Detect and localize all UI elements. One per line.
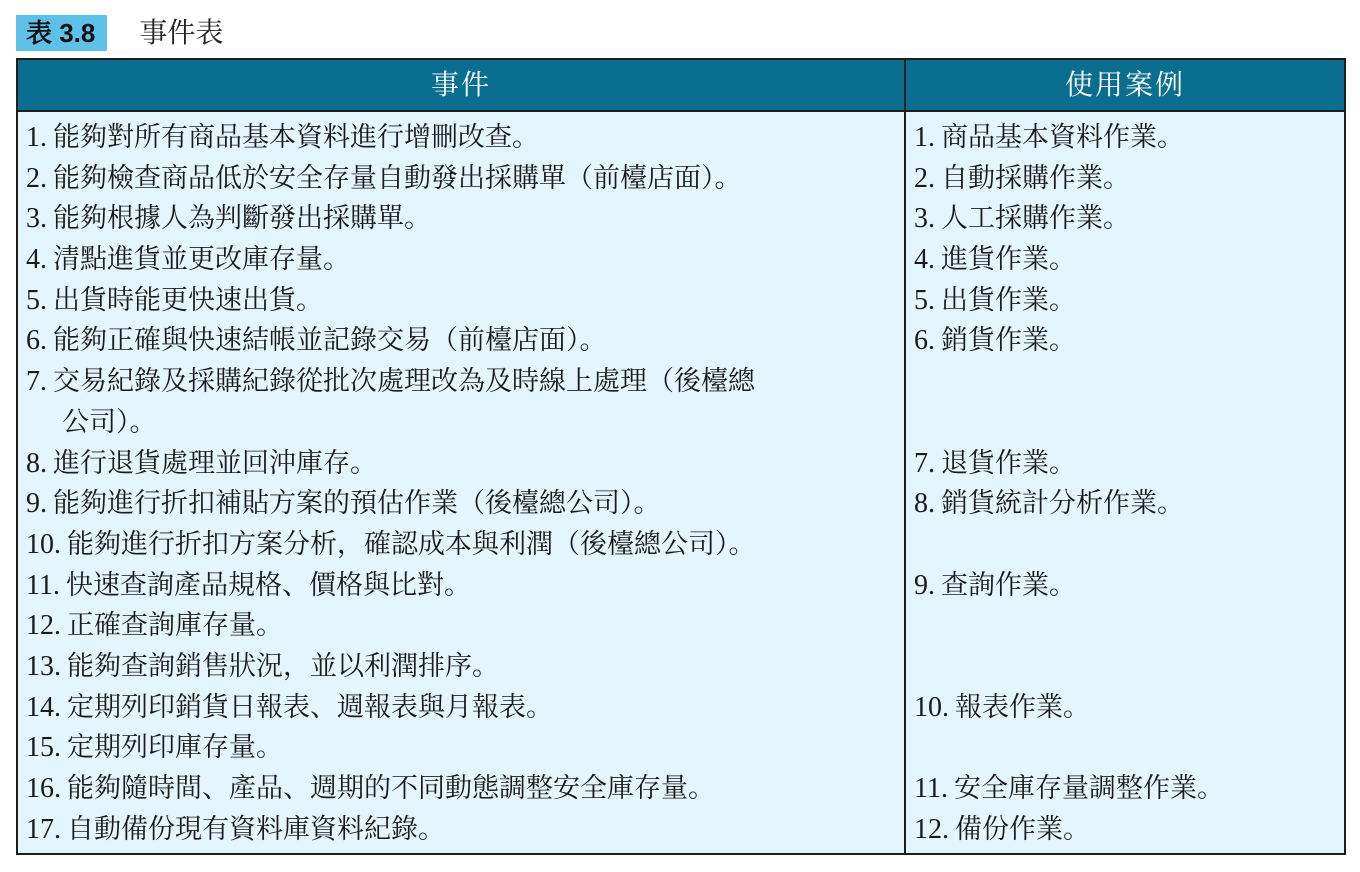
event-row-text: 自動備份現有資料庫資料紀錄。 xyxy=(67,813,445,845)
table-caption xyxy=(16,14,223,52)
event-row-number: 17. xyxy=(26,813,61,845)
event-table xyxy=(16,58,1346,855)
use-case-row-text: 進貨作業。 xyxy=(941,244,1076,276)
use-case-row xyxy=(914,199,1334,240)
use-case-row xyxy=(914,606,1334,647)
event-row xyxy=(26,525,900,566)
event-row xyxy=(26,647,900,688)
event-row xyxy=(26,159,900,200)
table-header xyxy=(18,60,1344,112)
use-case-row-text: 銷貨作業。 xyxy=(941,325,1076,357)
event-row-text: 能夠根據人為判斷發出採購單。 xyxy=(53,203,431,235)
use-case-row-number: 10. xyxy=(914,691,949,723)
event-row-text: 能夠對所有商品基本資料進行增刪改查。 xyxy=(53,122,539,153)
event-row xyxy=(26,484,900,525)
event-row-number: 9. xyxy=(26,488,47,520)
event-row-text: 定期列印庫存量。 xyxy=(67,732,283,764)
event-row xyxy=(26,118,900,159)
event-row-number: 11. xyxy=(26,569,60,601)
event-row xyxy=(26,444,900,485)
event-row-text: 能夠隨時間、產品、週期的不同動態調整安全庫存量。 xyxy=(67,773,715,804)
event-row-text: 清點進貨並更改庫存量。 xyxy=(53,244,350,276)
event-row-number: 16. xyxy=(26,773,61,804)
use-case-row xyxy=(914,403,1334,444)
event-row xyxy=(26,199,900,240)
use-case-row xyxy=(914,769,1334,810)
use-case-row-number: 8. xyxy=(914,488,935,520)
use-case-row-number: 5. xyxy=(914,284,935,316)
event-row xyxy=(26,240,900,281)
event-row xyxy=(26,403,900,444)
event-row-text: 能夠正確與快速結帳並記錄交易（前檯店面）。 xyxy=(53,325,607,357)
use-case-row xyxy=(914,321,1334,362)
event-row xyxy=(26,321,900,362)
event-row xyxy=(26,769,900,810)
use-case-row-number: 12. xyxy=(914,813,949,845)
header-events: 事件 xyxy=(430,68,491,101)
use-case-row xyxy=(914,810,1334,851)
event-row xyxy=(26,810,900,851)
use-case-row-text: 備份作業。 xyxy=(955,813,1090,845)
use-case-row xyxy=(914,728,1334,769)
event-row-number: 13. xyxy=(26,650,61,682)
use-case-row xyxy=(914,647,1334,688)
use-case-row-text: 退貨作業。 xyxy=(941,447,1076,479)
use-case-row-text: 安全庫存量調整作業。 xyxy=(953,773,1224,804)
event-row-number: 2. xyxy=(26,162,47,194)
event-row-text: 能夠查詢銷售狀況，並以利潤排序。 xyxy=(67,650,499,682)
use-case-row xyxy=(914,484,1334,525)
use-case-row-text: 查詢作業。 xyxy=(941,569,1076,601)
use-case-row-number: 4. xyxy=(914,244,935,276)
event-row-text: 能夠進行折扣補貼方案的預估作業（後檯總公司）。 xyxy=(53,488,661,520)
events-column xyxy=(26,118,900,850)
use-case-row-number: 6. xyxy=(914,325,935,357)
event-row-text: 定期列印銷貨日報表、週報表與月報表。 xyxy=(67,691,553,723)
event-row-text: 能夠檢查商品低於安全存量自動發出採購單（前檯店面）。 xyxy=(53,162,742,194)
event-row xyxy=(26,281,900,322)
use-case-row-text: 自動採購作業。 xyxy=(941,162,1130,194)
use-case-row-number: 7. xyxy=(914,447,935,479)
use-case-row-number: 2. xyxy=(914,162,935,194)
use-case-row xyxy=(914,362,1334,403)
use-case-row-text: 銷貨統計分析作業。 xyxy=(941,488,1184,520)
use-case-row xyxy=(914,118,1334,159)
use-case-row-number: 11. xyxy=(914,773,948,804)
use-case-row-number: 9. xyxy=(914,569,935,601)
event-row xyxy=(26,566,900,607)
event-row-text: 快速查詢產品規格、價格與比對。 xyxy=(65,569,471,601)
event-row xyxy=(26,606,900,647)
event-row-number: 5. xyxy=(26,284,47,316)
use-case-row xyxy=(914,281,1334,322)
event-row xyxy=(26,688,900,729)
event-row-number: 7. xyxy=(26,366,47,398)
event-row-number: 10. xyxy=(26,528,61,560)
event-row-text: 能夠進行折扣方案分析，確認成本與利潤（後檯總公司）。 xyxy=(67,528,756,560)
event-row-number: 1. xyxy=(26,122,47,153)
event-row-text: 正確查詢庫存量。 xyxy=(67,610,283,642)
use-case-row xyxy=(914,525,1334,566)
event-row-number: 15. xyxy=(26,732,61,764)
use-case-row xyxy=(914,444,1334,485)
event-row-text: 進行退貨處理並回沖庫存。 xyxy=(53,447,377,479)
use-case-row xyxy=(914,159,1334,200)
table-number-label: 表 3.8 xyxy=(16,15,107,51)
event-row-text: 出貨時能更快速出貨。 xyxy=(53,284,323,316)
event-row-text: 公司）。 xyxy=(62,406,157,438)
use-case-row xyxy=(914,566,1334,607)
use-case-row-text: 人工採購作業。 xyxy=(941,203,1130,235)
use-cases-column xyxy=(914,118,1334,850)
use-case-row-number: 3. xyxy=(914,203,935,235)
use-case-row xyxy=(914,240,1334,281)
event-row-number: 4. xyxy=(26,244,47,276)
use-case-row xyxy=(914,688,1334,729)
event-row-number: 14. xyxy=(26,691,61,723)
use-case-row-number: 1. xyxy=(914,122,935,153)
column-divider xyxy=(904,60,906,853)
event-row-number: 3. xyxy=(26,203,47,235)
event-row-number: 8. xyxy=(26,447,47,479)
event-row xyxy=(26,728,900,769)
use-case-row-text: 商品基本資料作業。 xyxy=(941,122,1184,153)
event-row-number: 6. xyxy=(26,325,47,357)
table-title: 事件表 xyxy=(139,16,224,49)
event-row-number: 12. xyxy=(26,610,61,642)
event-row xyxy=(26,362,900,403)
use-case-row-text: 出貨作業。 xyxy=(941,284,1076,316)
event-row-text: 交易紀錄及採購紀錄從批次處理改為及時線上處理（後檯總 xyxy=(53,366,755,398)
header-use-cases: 使用案例 xyxy=(1064,68,1185,101)
use-case-row-text: 報表作業。 xyxy=(955,691,1090,723)
